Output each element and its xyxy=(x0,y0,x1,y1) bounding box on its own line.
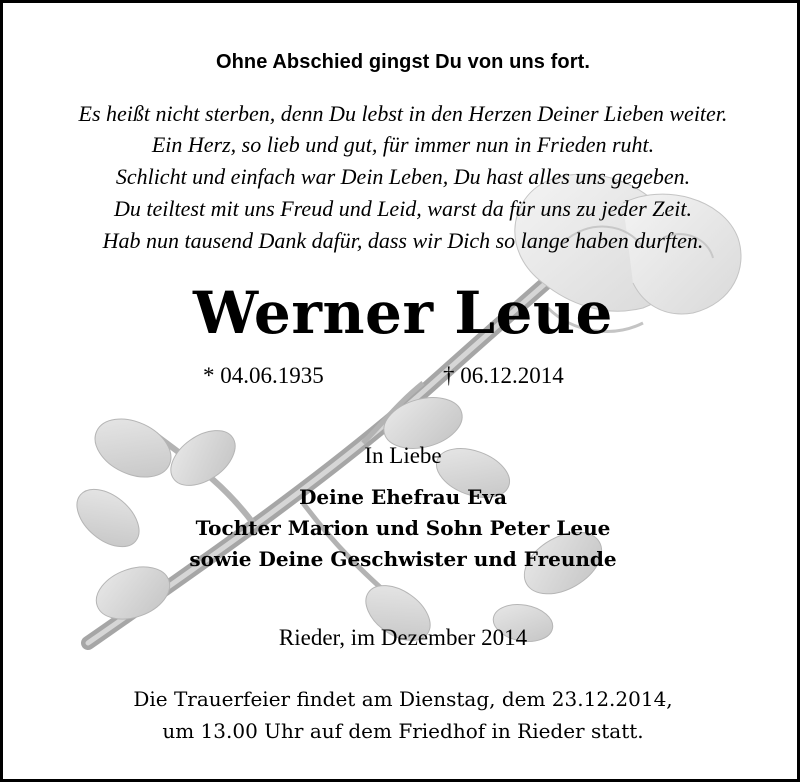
mourner-line: sowie Deine Geschwister und Freunde xyxy=(189,547,617,571)
funeral-notice-line: Die Trauerfeier findet am Dienstag, dem 23.12.2014, xyxy=(133,687,673,711)
headline: Ohne Abschied gingst Du von uns fort. xyxy=(215,51,591,73)
death-date: † 06.12.2014 xyxy=(443,363,564,388)
poem-line: Schlicht und einfach war Dein Leben, Du hast alles uns gegeben. xyxy=(115,164,691,189)
funeral-notice-line: um 13.00 Uhr auf dem Friedhof in Rieder statt. xyxy=(162,719,644,743)
poem-line: Du teiltest mit uns Freud und Leid, warst da für uns zu jeder Zeit. xyxy=(114,196,692,221)
poem-line: Es heißt nicht sterben, denn Du lebst in den Herzen Deiner Lieben weiter. xyxy=(78,101,728,126)
mourner-line: Deine Ehefrau Eva xyxy=(299,485,507,509)
poem-line: Hab nun tausend Dank dafür, dass wir Dich so lange haben durften. xyxy=(102,228,704,253)
in-love-label: In Liebe xyxy=(364,443,442,468)
mourner-line: Tochter Marion und Sohn Peter Leue xyxy=(195,516,611,540)
birth-date: * 04.06.1935 xyxy=(203,363,324,388)
place-date: Rieder, im Dezember 2014 xyxy=(278,625,528,650)
poem-line: Ein Herz, so lieb und gut, für immer nun in Frieden ruht. xyxy=(151,132,655,157)
deceased-name: Werner Leue xyxy=(193,279,613,347)
